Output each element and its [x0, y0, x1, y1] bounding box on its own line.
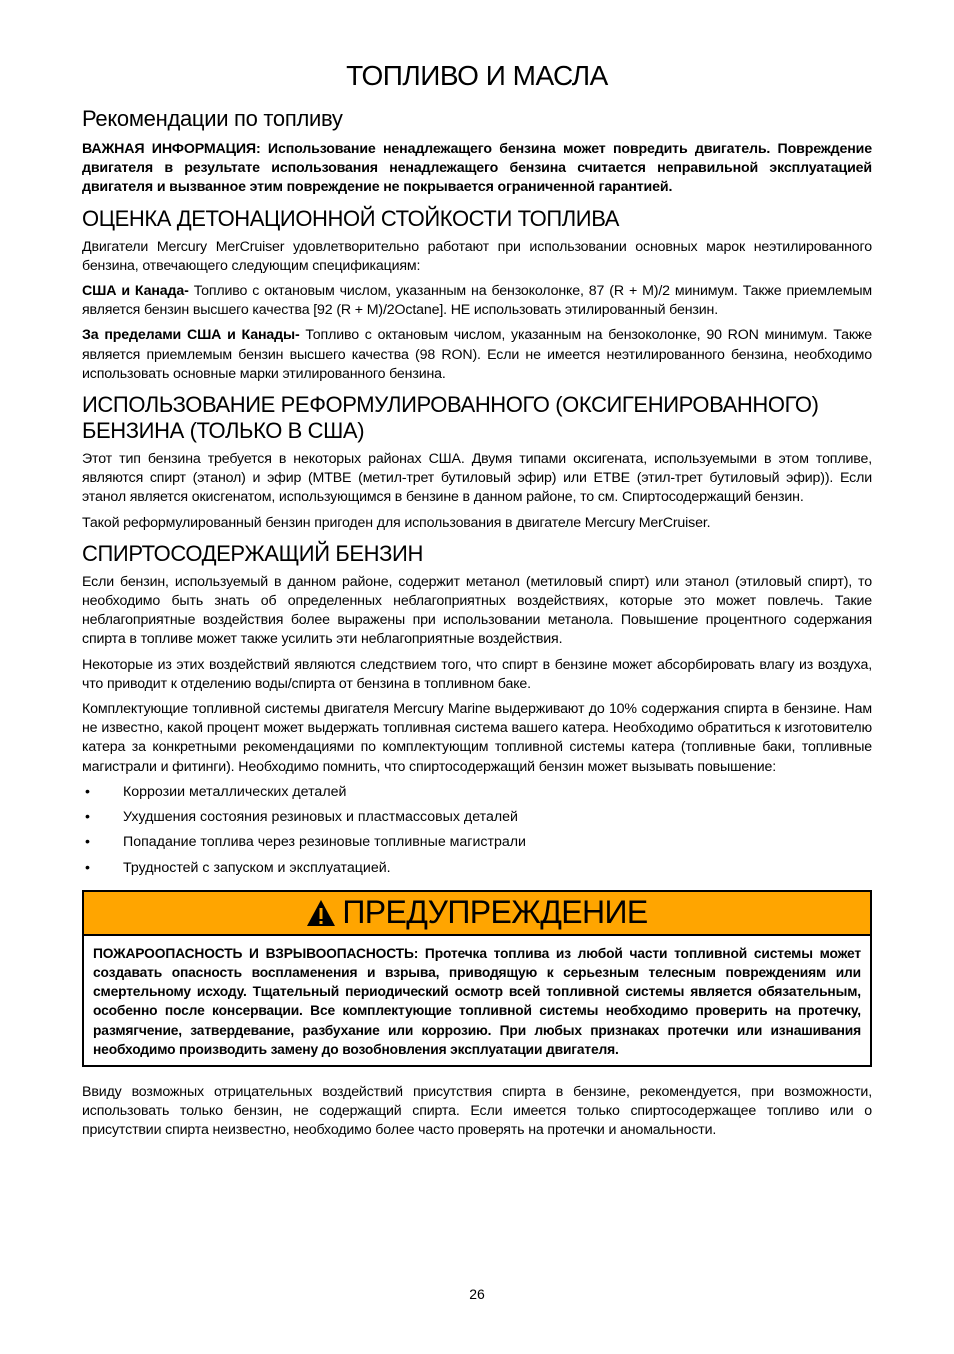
- outside-label: За пределами США и Канады-: [82, 327, 300, 344]
- octane-intro: Двигатели Mercury MerCruiser удовлетворительно работают при использовании основных марок неэтилированного бензина, отвечающего следующим спецификациям:: [82, 238, 872, 274]
- list-item: • Трудностей с запуском и эксплуатацией.: [82, 859, 872, 878]
- effects-list: [82, 783, 872, 878]
- warning-text: ПОЖАРООПАСНОСТЬ И ВЗРЫВООПАСНОСТЬ: Протечка топлива из любой части топливной системы может создавать опасность воспламенения и взрыва, приводящую к серьезным телесным повреждениям или смертельному исходу. Тщательный периодический осмотр всей топливной системы является обязательным, особенно после консервации. Все комплектующие топливной системы необходимо проверить на протечку, размягчение, затвердевание, разбухание или коррозию. При любых признаках протечки или изнашивания необходимо производить замену до возобновления эксплуатации двигателя.: [93, 945, 861, 1057]
- octane-usa: [82, 282, 872, 320]
- usa-label: США и Канада-: [82, 283, 189, 300]
- list-item: • Ухудшения состояния резиновых и пластмассовых деталей: [82, 808, 872, 827]
- usa-text: Топливо с октановым числом, указанным на бензоколонке, 87 (R + M)/2 минимум. Также приемлемым является бензин высшего качества [92 (R + M)/2Octane]. НЕ использовать этилированный бензин.: [82, 283, 872, 319]
- warning-box: [82, 890, 872, 1067]
- important-notice: ВАЖНАЯ ИНФОРМАЦИЯ: Использование ненадлежащего бензина может повредить двигатель. Повреждение двигателя в результате использования ненадлежащего бензина считается неправильной эксплуатацией двигателя и вызванное этим повреждение не покрывается ограниченной гарантией.: [82, 141, 872, 196]
- alcohol-p3: Комплектующие топливной системы двигателя Mercury Marine выдерживают до 10% содержания спирта в бензине. Нам не известно, какой процент может выдержать топливная система вашего катера. Необходимо обратиться к изготовителю катера за конкретными рекомендациями по комплектующим топливной системы катера (топливные баки, топливные магистрали и фитинги). Необходимо помнить, что спиртосодержащий бензин может вызывать повышение:: [82, 701, 872, 775]
- alcohol-p2: Некоторые из этих воздействий являются следствием того, что спирт в бензине может абсорбировать влагу из воздуха, что приводит к отделению воды/спирта от бензина в топливном баке.: [82, 656, 872, 692]
- page-number: 26: [469, 1286, 485, 1302]
- alcohol-p1: Если бензин, используемый в данном районе, содержит метанол (метиловый спирт) или этанол (этиловый спирт), то необходимо быть знать об определенных неблагоприятных воздействиях, которые это может повлечь. Такие неблагоприятные воздействия более выражены при использовании метанола. Повышение процентного содержания спирта в топливе может также усилить эти неблагоприятные воздействия.: [82, 573, 872, 648]
- reformulated-heading: ИСПОЛЬЗОВАНИЕ РЕФОРМУЛИРОВАННОГО (ОКСИГЕНИРОВАННОГО) БЕНЗИНА (ТОЛЬКО В США): [82, 392, 819, 444]
- warning-title: ПРЕДУПРЕЖДЕНИЕ: [342, 894, 648, 931]
- document-page: [82, 60, 872, 1147]
- reformulated-p1: Этот тип бензина требуется в некоторых районах США. Двумя типами оксигената, используемыми в этом топливе, являются спирт (этанол) и эфир (МТВЕ (метил-трет бутиловый эфир) или ЕТВЕ (этил-трет бутиловый эфир)). Если этанол является окисгенатом, использующимся в бензине в данном районе, то см. Спиртосодержащий бензин.: [82, 451, 872, 506]
- reformulated-p2: Такой реформулированный бензин пригоден для использования в двигателе Mercury MerCruiser.: [82, 514, 711, 531]
- closing-paragraph: Ввиду возможных отрицательных воздействий присутствия спирта в бензине, рекомендуется, при возможности, использовать только бензин, не содержащий спирта. Если имеется только спиртосодержащее топливо или о присутствии спирта неизвестно, необходимо более часто проверять на протечки и аномальности.: [82, 1083, 872, 1139]
- warning-header: [84, 892, 870, 936]
- octane-heading: ОЦЕНКА ДЕТОНАЦИОННОЙ СТОЙКОСТИ ТОПЛИВА: [82, 205, 620, 231]
- outside-text: Топливо с октановым числом, указанным на бензоколонке, 90 RON минимум. Также является приемлемым бензин высшего качества (98 RON). Если не имеется неэтилированного бензина, необходимо использовать основные марки этилированного бензина.: [82, 327, 872, 382]
- section-title: Рекомендации по топливу: [82, 106, 343, 131]
- list-item: • Попадание топлива через резиновые топливные магистрали: [82, 833, 872, 852]
- chapter-title: ТОПЛИВО И МАСЛА: [346, 60, 608, 91]
- list-item: • Коррозии металлических деталей: [82, 783, 872, 802]
- octane-outside: [82, 326, 872, 384]
- warning-body: [84, 936, 870, 1065]
- alcohol-heading: СПИРТОСОДЕРЖАЩИЙ БЕНЗИН: [82, 540, 423, 566]
- warning-triangle-icon: [306, 899, 336, 927]
